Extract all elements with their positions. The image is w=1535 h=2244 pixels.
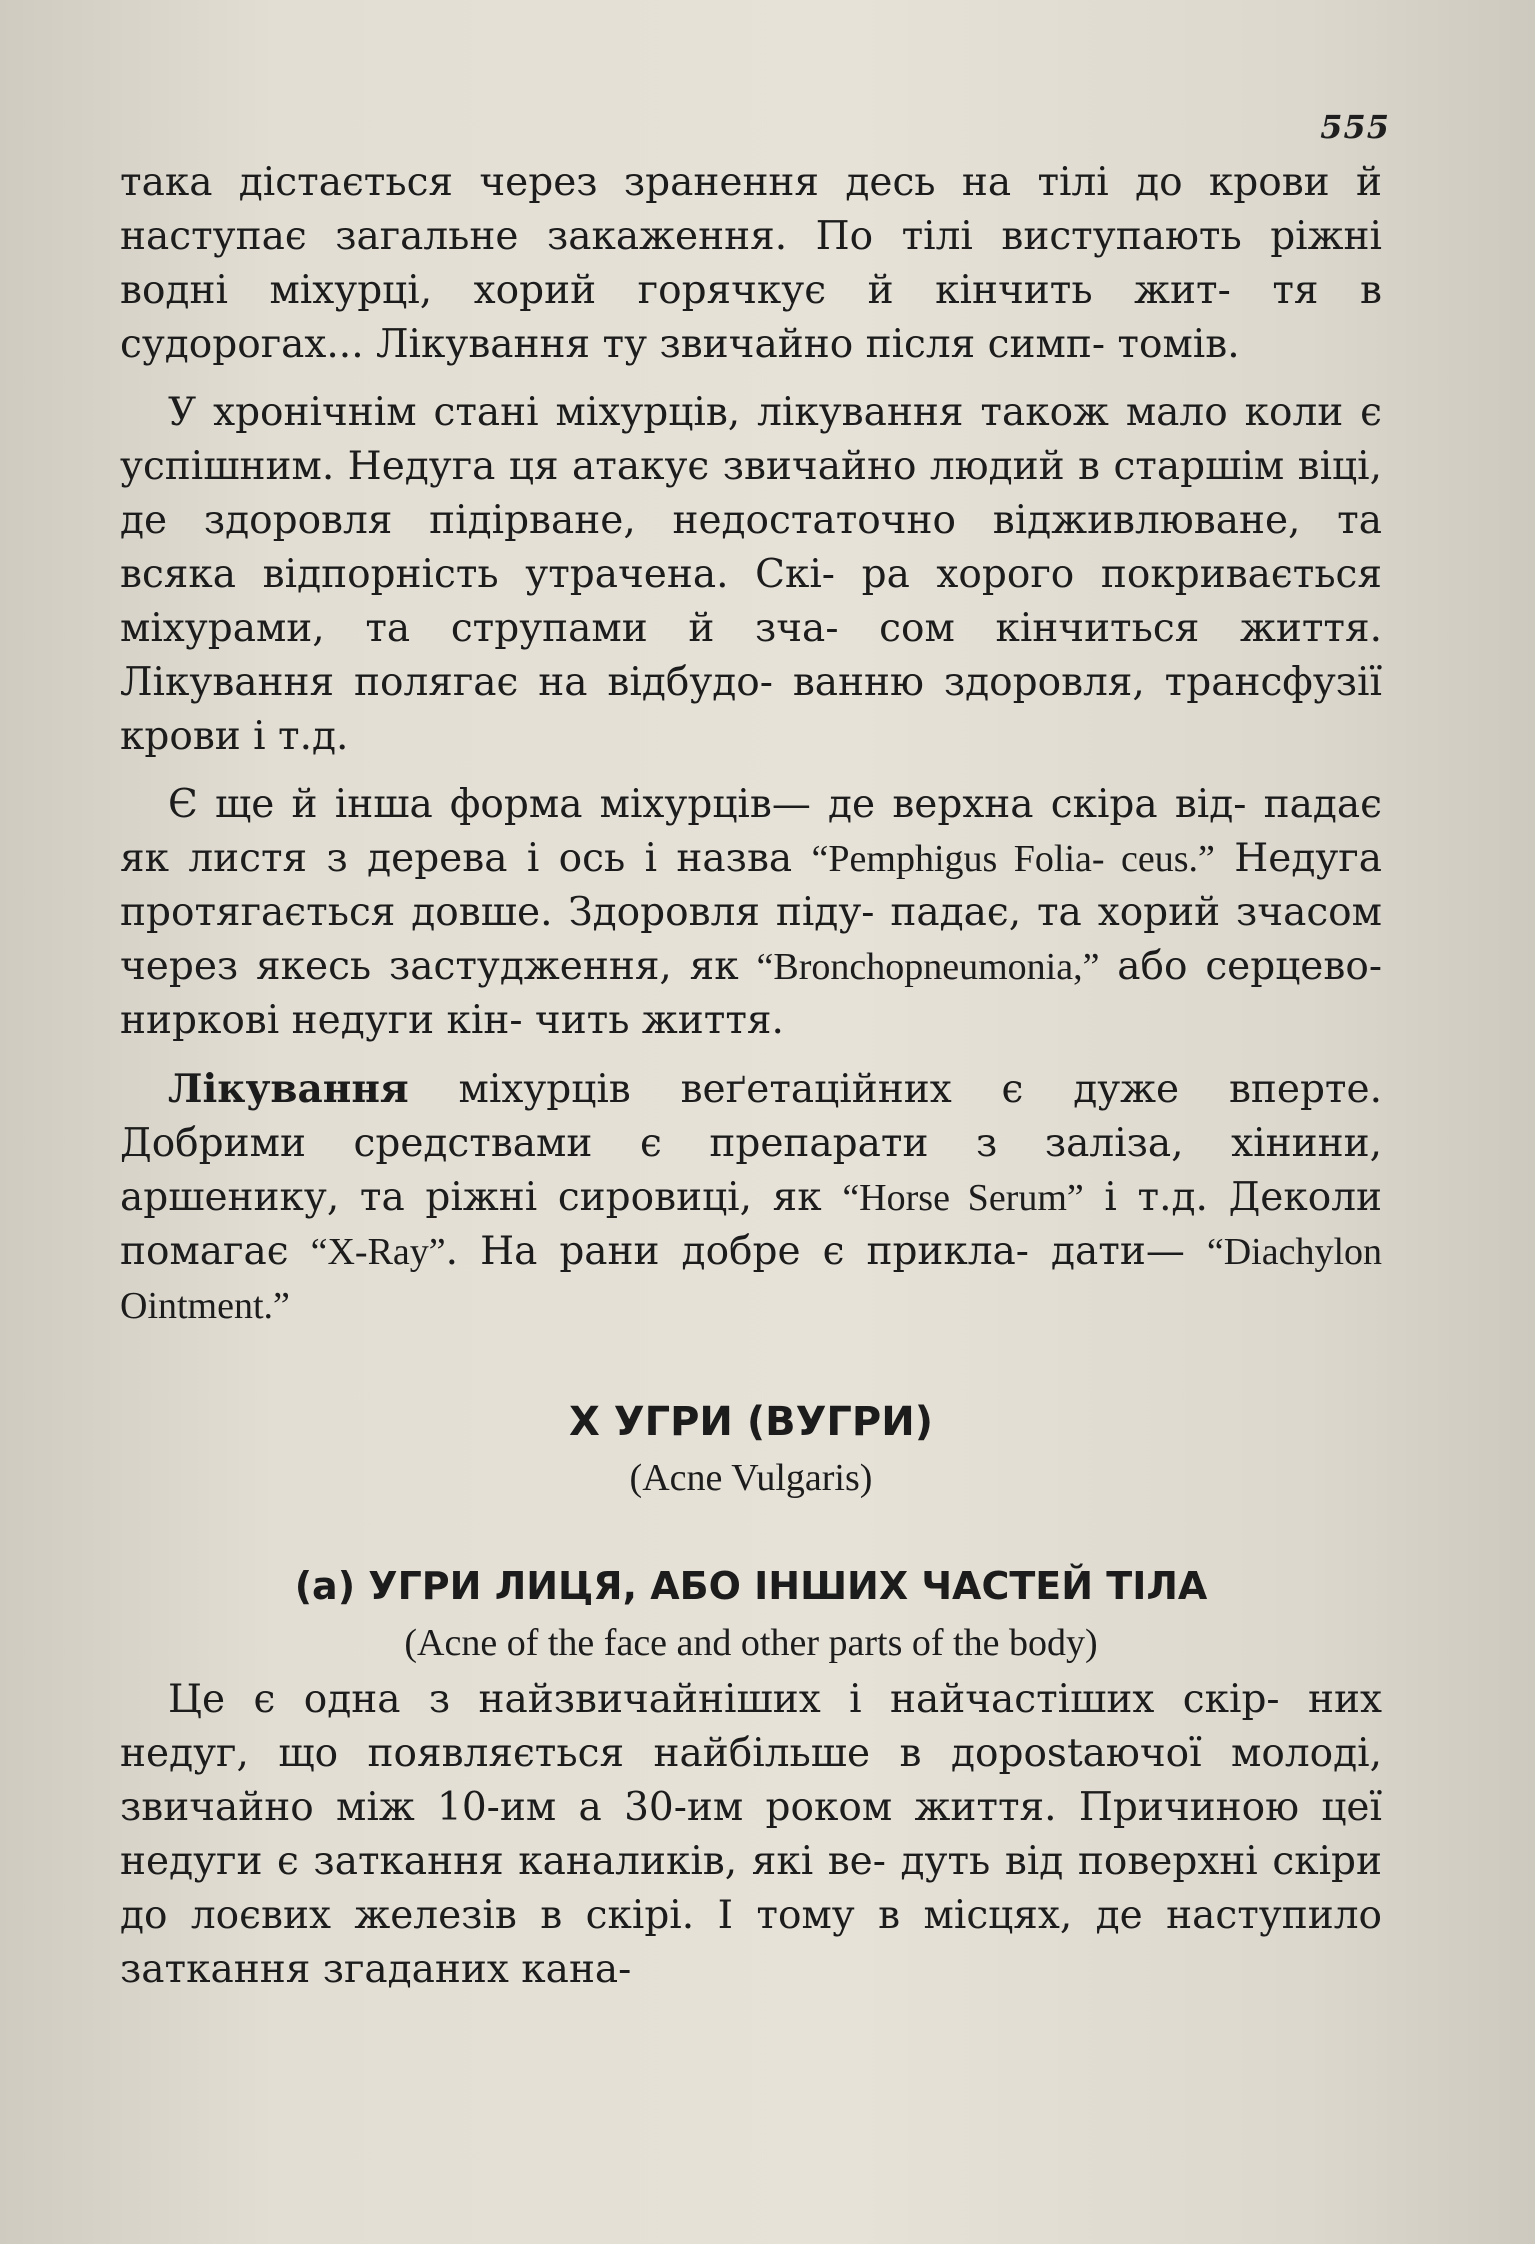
paragraph-continuation: така дістається через зранення десь на тілі до крови й наступає загальне закаження. По тілі виступають ріжні водні міхурці, хорий горячкує й кінчить жит- тя в судорогах... Лікування ту звичайно після симп- томів. bbox=[120, 160, 1382, 367]
paragraph-chronic-blisters: У хронічнім стані міхурців, лікування також мало коли є успішним. Недуга ця атакує звичайно людий в старшім віці, де здоровля підірване, недостаточно відживлюване, та всяка відпорність утрачена. Скі- ра хорого покривається міхурами, та струпами й зча- сом кінчиться життя. Лікування полягає на відбудо- ванню здоровля, трансфузії крови і т.д. bbox=[120, 390, 1382, 759]
section-title: X УГРИ (ВУГРИ) bbox=[569, 1399, 933, 1445]
section-subtitle: (Acne Vulgaris) bbox=[629, 1457, 873, 1499]
latin-term-bronchopneumonia: “Bronchopneumonia,” bbox=[756, 946, 1100, 988]
text-block bbox=[120, 156, 1382, 2011]
p4-text-a: міхурців веґетаційних є дуже вперте. Добрими средствами є препарати з заліза, хінини, аршенику, та ріжні сировиці, як bbox=[120, 1067, 1382, 1220]
paragraph-pemphigus-foliaceus bbox=[120, 778, 1382, 1048]
p3-text-c: або серцево-ниркові недуги кін- чить життя. bbox=[120, 944, 1383, 1043]
latin-term-horse-serum: “Horse Serum” bbox=[842, 1177, 1084, 1219]
p4-text-c: . На рани добре є прикла- дати— bbox=[445, 1229, 1207, 1274]
p4-text-b: і т.д. Деколи помагає bbox=[120, 1175, 1382, 1274]
latin-term-x-ray: “X-Ray” bbox=[310, 1231, 446, 1273]
p3-text-a: Є ще й інша форма міхурців— де верхна скіра від- падає як листя з дерева і ось і назва bbox=[120, 782, 1382, 881]
latin-term-diachylon: “Diachylon Ointment.” bbox=[120, 1231, 1383, 1327]
latin-term-pemphigus: “Pemphigus Folia- ceus.” bbox=[811, 838, 1215, 880]
treatment-heading-word: Лікування bbox=[168, 1066, 409, 1112]
paragraph-acne-description: Це є одна з найзвичайніших і найчастіших скір- них недуг, що появляється найбільше в дорostaючої молоді, звичайно між 10-им а 30-им роком життя. Причиною цеї недуги є заткання каналиків, які ве- дуть від поверхні скіри до лоєвих железів в скірі. І тому в місцях, де наступило заткання згаданих кана- bbox=[120, 1677, 1382, 1992]
paragraph-treatment bbox=[120, 1062, 1382, 1333]
subsection-subtitle: (Acne of the face and other parts of the body) bbox=[404, 1622, 1098, 1664]
p3-text-b: Недуга протягається довше. Здоровля піду- падає, та хорий зчасом через якесь застудження, як bbox=[120, 836, 1382, 989]
page-number: 555 bbox=[1320, 108, 1390, 146]
subsection-title: (а) УГРИ ЛИЦЯ, АБО ІНШИХ ЧАСТЕЙ ТІЛА bbox=[294, 1564, 1208, 1608]
